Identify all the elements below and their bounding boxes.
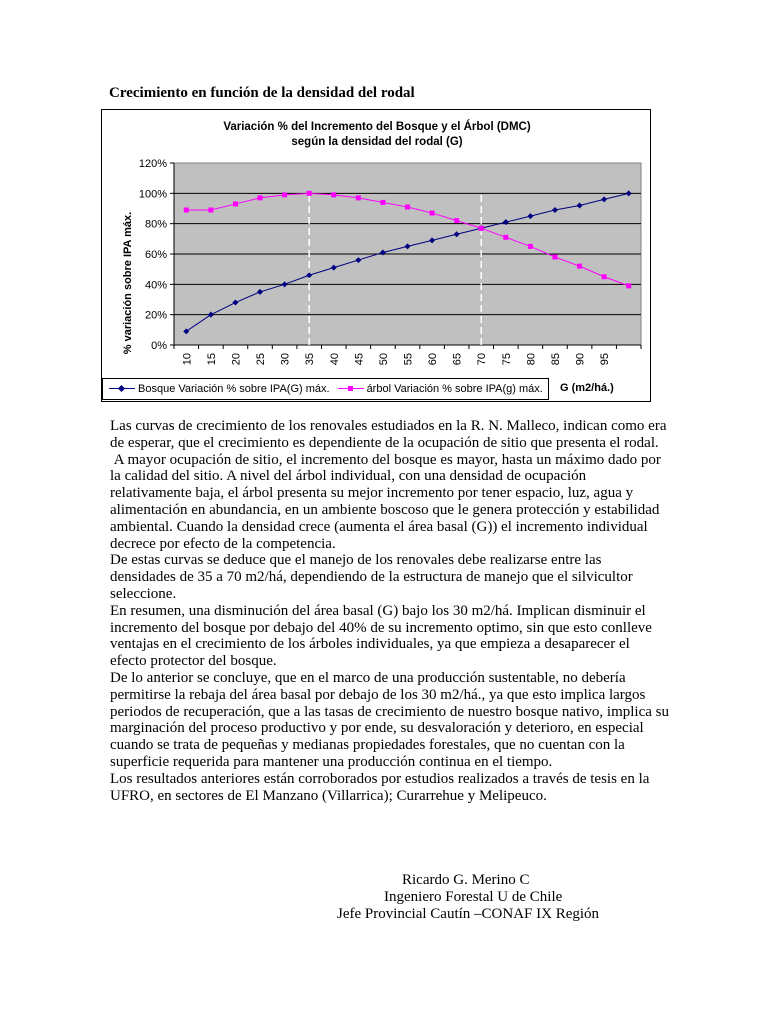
legend-label-bosque: Bosque Variación % sobre IPA(G) máx. [138, 383, 330, 395]
x-tick-label: 20 [230, 353, 243, 366]
x-tick-label: 10 [181, 353, 194, 366]
x-tick-label: 85 [549, 353, 562, 366]
signature-role: Ingeniero Forestal U de Chile [384, 889, 563, 905]
data-point-1 [405, 204, 410, 209]
y-axis-label: % variación sobre IPA máx. [122, 211, 134, 355]
data-point-1 [602, 274, 607, 279]
y-tick-label: 80% [144, 218, 167, 231]
data-point-1 [626, 283, 631, 288]
data-point-1 [208, 208, 213, 213]
chart-plot-svg [102, 110, 650, 401]
legend-item-arbol [338, 383, 543, 395]
y-tick-label: 0% [151, 340, 167, 352]
data-point-1 [430, 211, 435, 216]
paragraph: De estas curvas se deduce que el manejo de los renovales debe realizarse entre las densidades de 35 a 70 m2/há, dependiendo de la estructura de manejo que el silvicultor seleccione. [110, 552, 633, 602]
x-tick-label: 35 [304, 353, 317, 366]
paragraph: Los resultados anteriores están corroborados por estudios realizados a través de tesis en la UFRO, en sectores de El Manzano (Villarrica); Curarrehue y Melipeuco. [110, 770, 650, 804]
data-point-1 [552, 255, 557, 260]
data-point-1 [258, 195, 263, 200]
x-tick-label: 70 [476, 353, 489, 366]
x-tick-label: 75 [500, 353, 513, 366]
y-tick-label: 40% [144, 279, 167, 292]
data-point-1 [380, 200, 385, 205]
data-point-1 [282, 192, 287, 197]
data-point-1 [528, 244, 533, 249]
data-point-1 [356, 195, 361, 200]
data-point-1 [503, 235, 508, 240]
data-point-1 [331, 192, 336, 197]
document-title: Crecimiento en función de la densidad del rodal [109, 85, 415, 101]
y-tick-label: 100% [138, 188, 167, 201]
legend-label-arbol: árbol Variación % sobre IPA(g) máx. [366, 383, 543, 395]
x-axis-label: G (m2/há.) [560, 382, 614, 394]
y-tick-label: 120% [138, 158, 167, 170]
data-point-1 [184, 208, 189, 213]
chart-legend [102, 378, 549, 400]
chart-title-line-2: según la densidad del rodal (G) [291, 136, 463, 148]
diamond-marker-icon [109, 385, 135, 393]
x-tick-label: 40 [328, 353, 341, 366]
paragraph: A mayor ocupación de sitio, el incremento del bosque es mayor, hasta un máximo dado por la calidad del sitio. A nivel del árbol individual, con una densidad de ocupación relativamente baja, el árbol presenta su mejor incremento por tener espacio, luz, agua y alimentación en abundancia, en un ambiente boscoso que le genera protección y estabilidad ambiental. Cuando la densidad crece (aumenta el área basal (G)) el incremento individual decrece por efecto de la competencia. [110, 451, 665, 552]
x-tick-label: 50 [377, 353, 390, 366]
body-text [110, 418, 670, 804]
chart [101, 109, 651, 402]
signature-name: Ricardo G. Merino C [402, 872, 530, 888]
paragraph: En resumen, una disminución del área basal (G) bajo los 30 m2/há. Implican disminuir el incremento del bosque por debajo del 40% de su incremento optimo, sin que esto conlleve ventajas en el crecimiento de los árboles individuales, ya que empieza a desaparecer el efecto protector del bosque. [110, 602, 652, 670]
chart-title-line-1: Variación % del Incremento del Bosque y el Árbol (DMC) [223, 121, 531, 133]
x-tick-label: 25 [255, 353, 268, 366]
x-tick-label: 90 [574, 353, 587, 366]
x-tick-label: 55 [402, 353, 415, 366]
x-tick-label: 60 [427, 353, 440, 366]
data-point-1 [307, 191, 312, 196]
data-point-1 [577, 264, 582, 269]
paragraph: Las curvas de crecimiento de los renovales estudiados en la R. N. Malleco, indican como era de esperar, que el crecimiento es dependiente de la ocupación de sitio que presenta el rodal. [110, 418, 667, 451]
x-tick-label: 45 [353, 353, 366, 366]
data-point-1 [233, 201, 238, 206]
legend-item-bosque [109, 383, 330, 395]
x-tick-label: 80 [525, 353, 538, 366]
x-tick-label: 15 [205, 353, 218, 366]
y-tick-label: 60% [144, 249, 167, 261]
x-tick-label: 65 [451, 353, 464, 366]
square-marker-icon [338, 385, 364, 393]
data-point-1 [479, 226, 484, 231]
signature-position: Jefe Provincial Cautín –CONAF IX Región [337, 906, 600, 922]
data-point-1 [454, 218, 459, 223]
y-tick-label: 20% [144, 309, 167, 322]
x-tick-label: 30 [279, 353, 292, 366]
x-tick-label: 95 [599, 353, 612, 366]
paragraph: De lo anterior se concluye, que en el marco de una producción sustentable, no debería permitirse la rebaja del área basal por debajo de los 30 m2/há., ya que esto implica largos periodos de recuperación, que a las tasas de crecimiento de nuestro bosque nativo, implica su marginación del proceso productivo y por ende, su desvaloración y deterioro, en especial cuando se trata de pequeñas y medianas propiedades forestales, que no cuentan con la superficie requerida para mantener una producción continua en el tiempo. [110, 669, 669, 770]
signature-block [330, 872, 620, 923]
